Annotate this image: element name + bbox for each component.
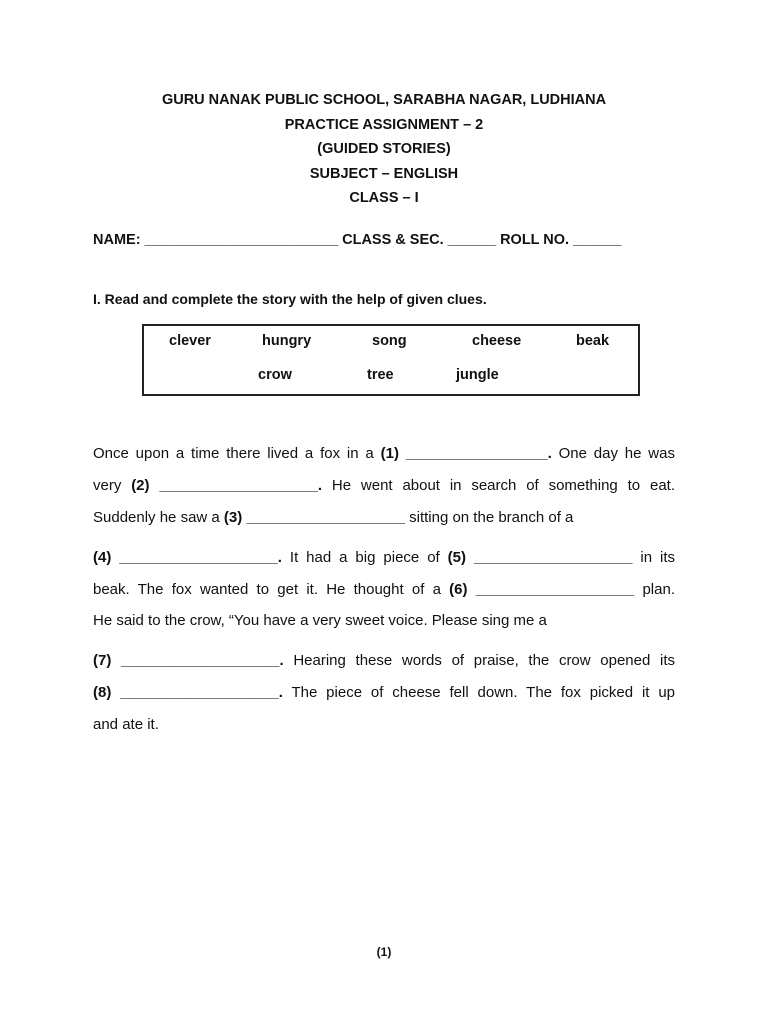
- story-text: Suddenly he saw a: [93, 509, 224, 526]
- story-text: Hearing these words of praise, the crow opened its: [283, 652, 675, 669]
- story-text: One day he was: [551, 445, 675, 462]
- story-text: He went about in search of something to eat.: [322, 477, 675, 494]
- story-text: sitting on the branch of a: [404, 509, 574, 526]
- story-line-2: [93, 477, 675, 494]
- assignment-title: PRACTICE ASSIGNMENT – 2: [284, 116, 484, 133]
- clue-word: hungry: [262, 333, 312, 349]
- clue-word: cheese: [472, 333, 522, 349]
- story-text: He said to the crow, “You have a very sweet voice. Please sing me a: [93, 612, 547, 629]
- clue-box: [142, 324, 640, 396]
- story-line-1: [93, 445, 675, 462]
- blank-6: (6) ___________________: [449, 581, 635, 598]
- blank-1: (1) _________________.: [380, 445, 552, 462]
- clue-word: tree: [367, 367, 394, 383]
- clue-word: song: [372, 333, 407, 349]
- story-line-6: [93, 612, 675, 629]
- story-text: beak. The fox wanted to get it. He thought of a: [93, 581, 450, 598]
- story-line-4: [93, 549, 675, 566]
- story-text: and ate it.: [93, 716, 159, 733]
- document-header: [0, 88, 768, 211]
- page-number: (1): [376, 945, 392, 959]
- blank-7: (7) ___________________.: [93, 652, 284, 669]
- student-info-line: NAME: ________________________ CLASS & SEC. ______ ROLL NO. ______: [93, 232, 622, 248]
- instruction-text: I. Read and complete the story with the help of given clues.: [93, 291, 487, 307]
- story-text: in its: [632, 549, 675, 566]
- story-text: very: [93, 477, 132, 494]
- story-line-9: [93, 716, 675, 733]
- blank-3: (3) ___________________: [223, 509, 405, 526]
- blank-2: (2) ___________________.: [131, 477, 323, 494]
- story-line-8: [93, 684, 675, 701]
- story-line-5: [93, 581, 675, 598]
- story-text: It had a big piece of: [281, 549, 448, 566]
- subject-line: SUBJECT – ENGLISH: [309, 165, 459, 182]
- blank-8: (8) ___________________.: [93, 684, 283, 701]
- class-line: CLASS – I: [349, 190, 419, 206]
- clue-word: clever: [169, 333, 211, 349]
- blank-4: (4) ___________________.: [93, 549, 282, 566]
- clue-word: crow: [258, 367, 292, 383]
- story-text: The piece of cheese fell down. The fox picked it up: [282, 684, 675, 701]
- story-text: Once upon a time there lived a fox in a: [93, 445, 381, 462]
- story-line-7: [93, 652, 675, 669]
- assignment-topic: (GUIDED STORIES): [317, 141, 451, 157]
- blank-5: (5) ___________________: [447, 549, 633, 566]
- story-text: plan.: [634, 581, 675, 598]
- story-line-3: [93, 509, 675, 526]
- clue-word: jungle: [456, 367, 499, 383]
- clue-word: beak: [576, 333, 610, 349]
- school-name: GURU NANAK PUBLIC SCHOOL, SARABHA NAGAR, LUDHIANA: [161, 92, 607, 108]
